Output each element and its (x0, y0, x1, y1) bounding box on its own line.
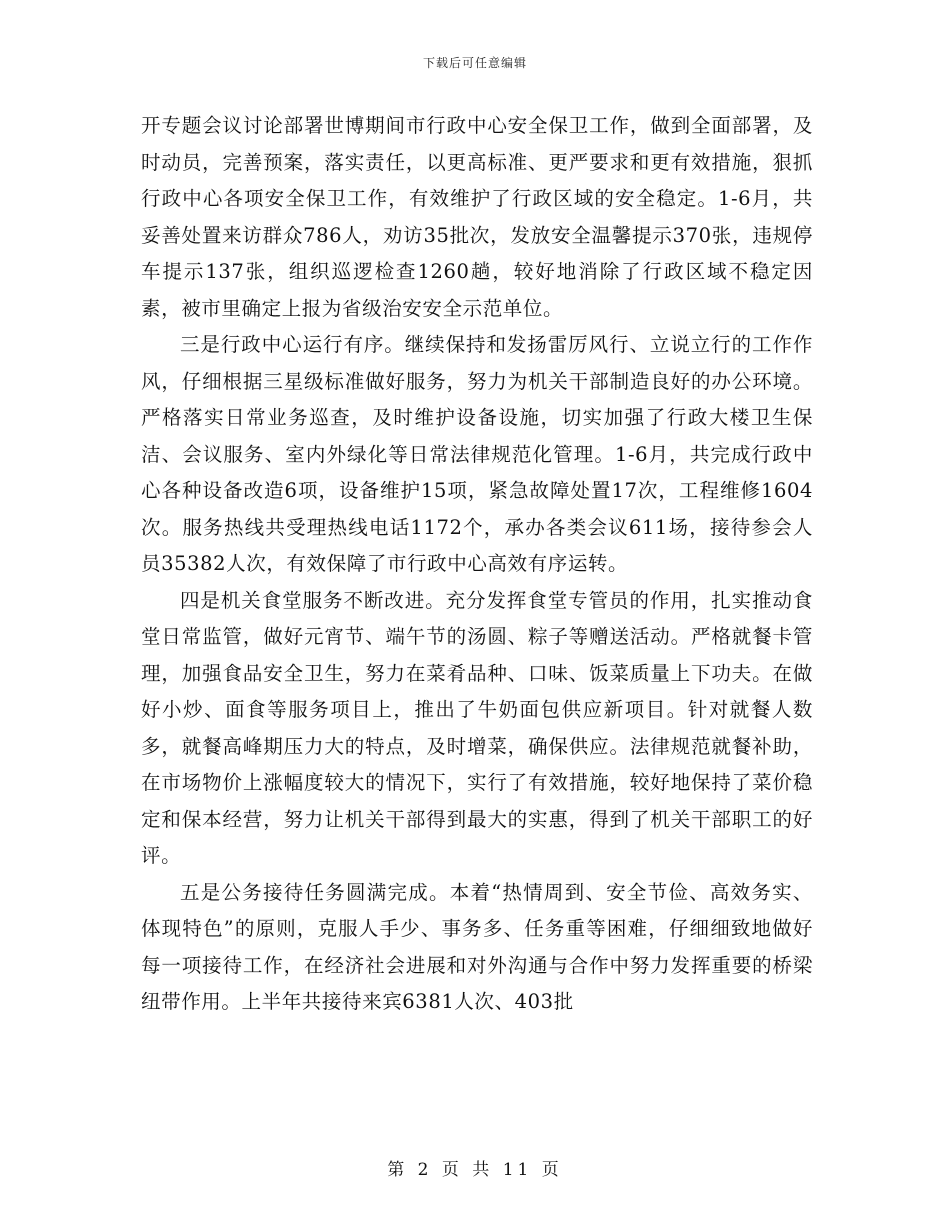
paragraph-section-three: 三是行政中心运行有序。继续保持和发扬雷厉风行、立说立行的工作作风，仔细根据三星级标准做好服务，努力为机关干部制造良好的办公环境。严格落实日常业务巡查，及时维护设备设施，切实加强了行政大楼卫生保洁、会议服务、室内外绿化等日常法律规范化管理。1-6月，共完成行政中心各种设备改造6项，设备维护15项，紧急故障处置17次，工程维修1604次。服务热线共受理热线电话1172个，承办各类会议611场，接待参会人员35382人次，有效保障了市行政中心高效有序运转。 (141, 333, 813, 575)
paragraph-continuation: 开专题会议讨论部署世博期间市行政中心安全保卫工作，做到全面部署，及时动员，完善预案，落实责任，以更高标准、更严要求和更有效措施，狠抓行政中心各项安全保卫工作，有效维护了行政区域的安全稳定。1-6月，共妥善处置来访群众786人，劝访35批次，发放安全温馨提示370张，违规停车提示137张，组织巡逻检查1260趟，较好地消除了行政区域不稳定因素，被市里确定上报为省级治安安全示范单位。 (141, 114, 813, 320)
paragraph-section-four: 四是机关食堂服务不断改进。充分发挥食堂专管员的作用，扎实推动食堂日常监管，做好元宵节、端午节的汤圆、粽子等赠送活动。严格就餐卡管理，加强食品安全卫生，努力在菜肴品种、口味、饭菜质量上下功夫。在做好小炒、面食等服务项目上，推出了牛奶面包供应新项目。针对就餐人数多，就餐高峰期压力大的特点，及时增菜，确保供应。法律规范就餐补助，在市场物价上涨幅度较大的情况下，实行了有效措施，较好地保持了菜价稳定和保本经营，努力让机关干部得到最大的实惠，得到了机关干部职工的好评。 (141, 588, 813, 867)
paragraph-section-five: 五是公务接待任务圆满完成。本着“热情周到、安全节俭、高效务实、体现特色”的原则，克服人手少、事务多、任务重等困难，仔细细致地做好每一项接待工作，在经济社会进展和对外沟通与合作中努力发挥重要的桥梁纽带作用。上半年共接待来宾6381人次、403批 (141, 880, 813, 1013)
page-number-footer: 第 2 页 共 11 页 (387, 1160, 563, 1180)
page-header: 下载后可任意编辑 (422, 56, 527, 70)
document-body (141, 108, 813, 1021)
